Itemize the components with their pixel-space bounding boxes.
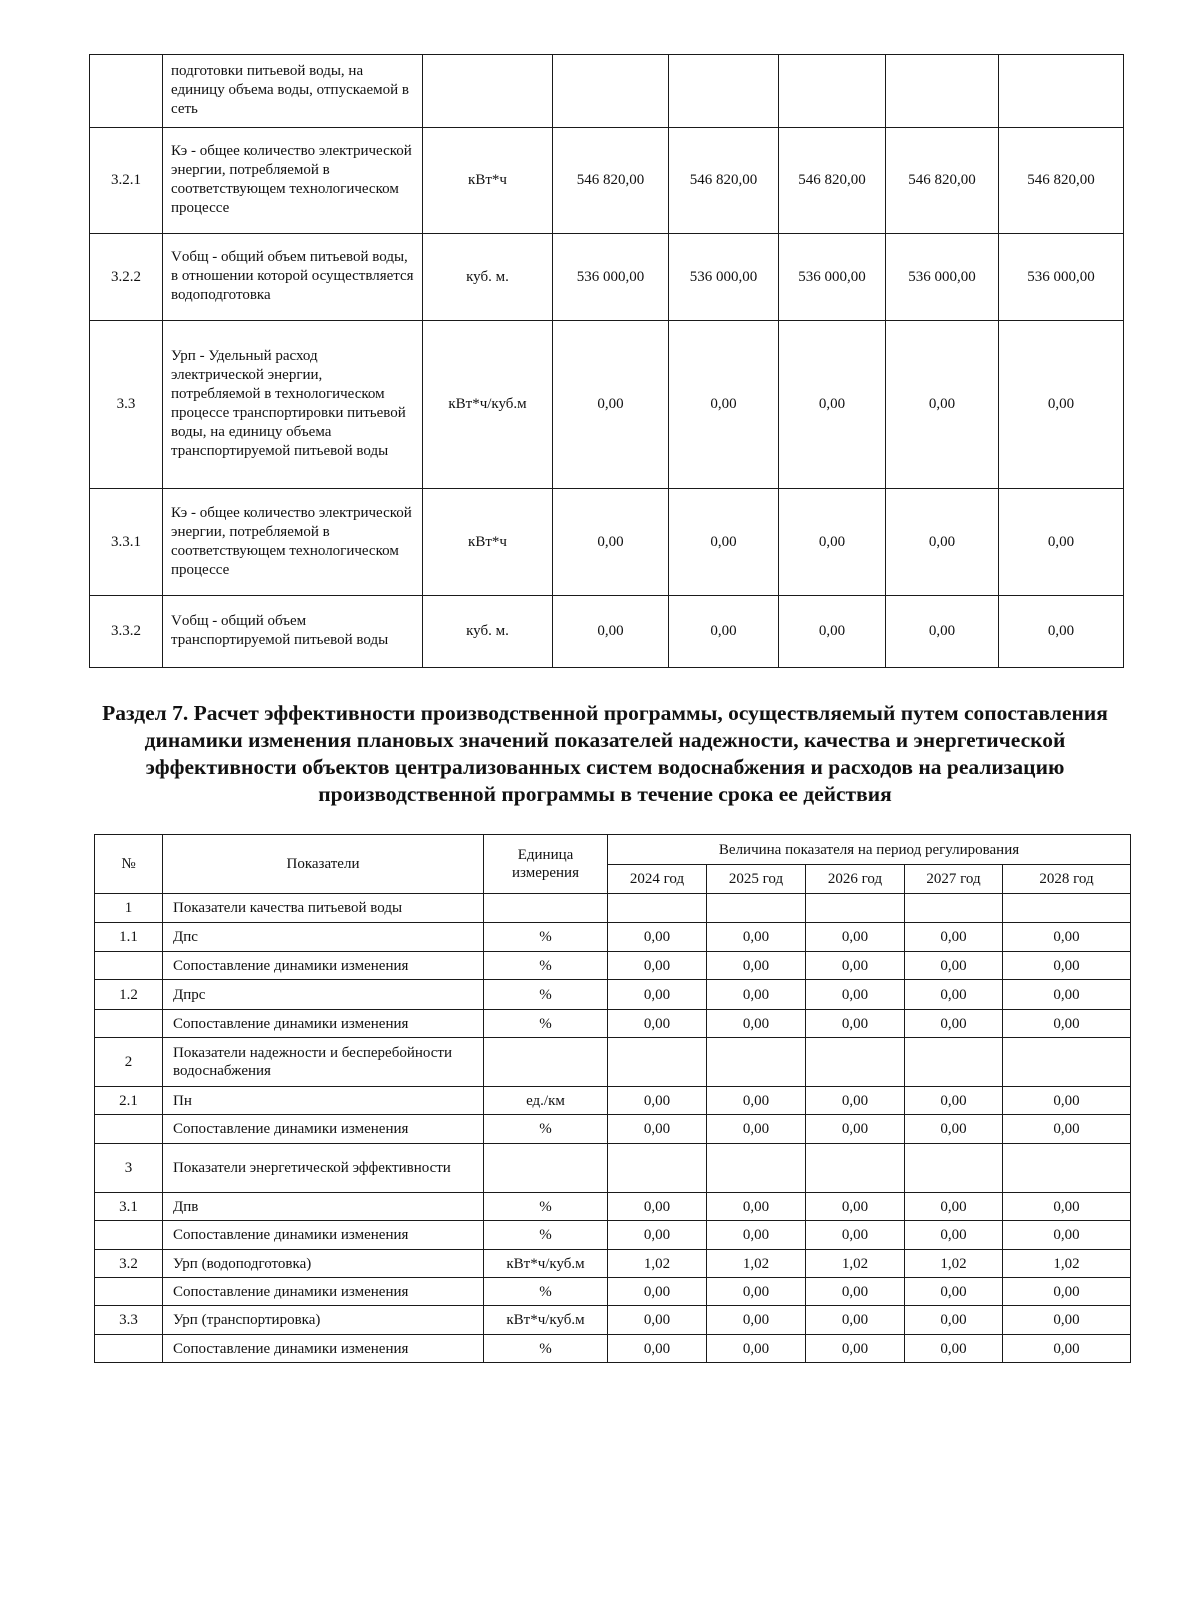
row-value: 0,00 xyxy=(608,1010,707,1038)
row-value: 1,02 xyxy=(1003,1250,1131,1278)
row-value: 0,00 xyxy=(999,596,1124,668)
row-number xyxy=(95,1335,163,1363)
row-unit: кВт*ч/куб.м xyxy=(484,1250,608,1278)
row-value: 0,00 xyxy=(806,1193,905,1221)
row-unit: % xyxy=(484,1335,608,1363)
row-value: 0,00 xyxy=(1003,1010,1131,1038)
header-year: 2028 год xyxy=(1003,865,1131,894)
row-indicator: Пн xyxy=(163,1087,484,1115)
row-number xyxy=(90,55,163,128)
row-unit: % xyxy=(484,1278,608,1306)
row-value xyxy=(707,1144,806,1193)
row-value: 0,00 xyxy=(707,980,806,1010)
row-value: 536 000,00 xyxy=(669,234,779,321)
row-number: 3.2.2 xyxy=(90,234,163,321)
header-row xyxy=(95,835,1131,865)
row-number: 3.2 xyxy=(95,1250,163,1278)
row-value: 0,00 xyxy=(608,1193,707,1221)
row-unit xyxy=(423,55,553,128)
table-row xyxy=(95,1250,1131,1278)
row-value: 0,00 xyxy=(806,980,905,1010)
row-value: 0,00 xyxy=(608,1306,707,1335)
energy-consumption-table xyxy=(89,54,1124,668)
row-value: 0,00 xyxy=(707,923,806,952)
row-value: 1,02 xyxy=(806,1250,905,1278)
row-value: 0,00 xyxy=(806,1115,905,1144)
row-number: 3.1 xyxy=(95,1193,163,1221)
row-number: 3 xyxy=(95,1144,163,1193)
row-number: 3.2.1 xyxy=(90,128,163,234)
row-value: 546 820,00 xyxy=(886,128,999,234)
row-value: 0,00 xyxy=(707,1010,806,1038)
table-row xyxy=(95,1278,1131,1306)
row-value xyxy=(1003,894,1131,923)
row-value xyxy=(905,1144,1003,1193)
row-value: 0,00 xyxy=(905,980,1003,1010)
row-value: 0,00 xyxy=(553,321,669,489)
row-indicator: Показатели надежности и бесперебойности водоснабжения xyxy=(163,1038,484,1087)
row-value: 546 820,00 xyxy=(999,128,1124,234)
row-description: подготовки питьевой воды, на единицу объема воды, отпускаемой в сеть xyxy=(163,55,423,128)
row-value xyxy=(886,55,999,128)
row-value: 0,00 xyxy=(886,596,999,668)
row-number: 3.3.1 xyxy=(90,489,163,596)
header-indicator: Показатели xyxy=(163,835,484,894)
row-value: 0,00 xyxy=(905,1278,1003,1306)
table-row xyxy=(95,1087,1131,1115)
row-unit: % xyxy=(484,1193,608,1221)
row-indicator: Сопоставление динамики изменения xyxy=(163,952,484,980)
row-value: 546 820,00 xyxy=(553,128,669,234)
row-value: 0,00 xyxy=(553,489,669,596)
row-value: 0,00 xyxy=(707,1193,806,1221)
row-value xyxy=(779,55,886,128)
table-row xyxy=(95,1038,1131,1087)
row-indicator: Сопоставление динамики изменения xyxy=(163,1115,484,1144)
row-value xyxy=(806,1038,905,1087)
row-number xyxy=(95,1115,163,1144)
row-value: 0,00 xyxy=(806,952,905,980)
row-unit: % xyxy=(484,1115,608,1144)
table-row xyxy=(90,128,1124,234)
row-unit: % xyxy=(484,980,608,1010)
row-value xyxy=(553,55,669,128)
row-indicator: Урп (водоподготовка) xyxy=(163,1250,484,1278)
row-value: 0,00 xyxy=(806,1087,905,1115)
row-number xyxy=(95,1010,163,1038)
row-unit: куб. м. xyxy=(423,234,553,321)
table-row xyxy=(95,952,1131,980)
row-value: 0,00 xyxy=(707,1115,806,1144)
header-unit: Единица измерения xyxy=(484,835,608,894)
row-description: Vобщ - общий объем питьевой воды, в отношении которой осуществляется водоподготовка xyxy=(163,234,423,321)
row-unit: кВт*ч xyxy=(423,128,553,234)
row-value: 0,00 xyxy=(608,1221,707,1250)
row-value: 0,00 xyxy=(608,952,707,980)
row-value: 0,00 xyxy=(1003,1278,1131,1306)
row-description: Урп - Удельный расход электрической энергии, потребляемой в технологическом процессе транспортировки питьевой воды, на единицу объема транспортируемой питьевой воды xyxy=(163,321,423,489)
row-value: 0,00 xyxy=(999,321,1124,489)
row-indicator: Сопоставление динамики изменения xyxy=(163,1010,484,1038)
table-row xyxy=(90,55,1124,128)
row-description: Vобщ - общий объем транспортируемой питьевой воды xyxy=(163,596,423,668)
section-title: Раздел 7. Расчет эффективности производственной программы, осуществляемый путем сопоставления динамики изменения плановых значений показателей надежности, качества и энергетической эффективности объектов централизованных систем водоснабжения и расходов на реализацию производственной программы в течение срока ее действия xyxy=(102,701,1108,806)
row-value: 0,00 xyxy=(608,1087,707,1115)
row-number: 2.1 xyxy=(95,1087,163,1115)
row-value: 0,00 xyxy=(669,596,779,668)
row-value xyxy=(608,1038,707,1087)
row-unit: кВт*ч/куб.м xyxy=(423,321,553,489)
row-number xyxy=(95,1221,163,1250)
row-value: 0,00 xyxy=(1003,980,1131,1010)
row-value: 0,00 xyxy=(1003,923,1131,952)
row-value: 0,00 xyxy=(608,980,707,1010)
header-year: 2027 год xyxy=(905,865,1003,894)
row-value: 0,00 xyxy=(669,321,779,489)
row-value: 546 820,00 xyxy=(779,128,886,234)
row-value: 1,02 xyxy=(608,1250,707,1278)
table-row xyxy=(95,1306,1131,1335)
row-value: 0,00 xyxy=(905,1335,1003,1363)
row-value: 0,00 xyxy=(779,596,886,668)
row-value: 0,00 xyxy=(608,1335,707,1363)
row-unit xyxy=(484,1144,608,1193)
table-row xyxy=(95,1221,1131,1250)
row-number xyxy=(95,1278,163,1306)
row-number: 2 xyxy=(95,1038,163,1087)
row-indicator: Сопоставление динамики изменения xyxy=(163,1221,484,1250)
row-value: 0,00 xyxy=(1003,1193,1131,1221)
row-value xyxy=(1003,1038,1131,1087)
row-value: 536 000,00 xyxy=(886,234,999,321)
row-value xyxy=(905,1038,1003,1087)
table-row xyxy=(95,1193,1131,1221)
row-value: 536 000,00 xyxy=(553,234,669,321)
header-year: 2025 год xyxy=(707,865,806,894)
row-indicator: Сопоставление динамики изменения xyxy=(163,1278,484,1306)
row-indicator: Сопоставление динамики изменения xyxy=(163,1335,484,1363)
row-number: 3.3 xyxy=(95,1306,163,1335)
table-row xyxy=(95,1335,1131,1363)
row-value: 0,00 xyxy=(608,923,707,952)
header-year: 2024 год xyxy=(608,865,707,894)
row-value: 546 820,00 xyxy=(669,128,779,234)
table-row xyxy=(95,1115,1131,1144)
row-value: 0,00 xyxy=(779,489,886,596)
row-unit: % xyxy=(484,1010,608,1038)
row-unit: ед./км xyxy=(484,1087,608,1115)
row-value: 0,00 xyxy=(905,1193,1003,1221)
row-value: 0,00 xyxy=(608,1115,707,1144)
row-value: 0,00 xyxy=(1003,1115,1131,1144)
row-value: 0,00 xyxy=(905,952,1003,980)
table-row xyxy=(90,321,1124,489)
row-value xyxy=(707,894,806,923)
row-value: 0,00 xyxy=(886,489,999,596)
row-unit: кВт*ч xyxy=(423,489,553,596)
row-value: 0,00 xyxy=(806,923,905,952)
table-row xyxy=(90,596,1124,668)
row-value: 0,00 xyxy=(669,489,779,596)
row-unit: куб. м. xyxy=(423,596,553,668)
row-value: 0,00 xyxy=(999,489,1124,596)
row-number: 1.1 xyxy=(95,923,163,952)
header-num: № xyxy=(95,835,163,894)
row-value xyxy=(608,894,707,923)
row-number xyxy=(95,952,163,980)
efficiency-table-body xyxy=(95,894,1131,1363)
row-value: 0,00 xyxy=(779,321,886,489)
row-description: Кэ - общее количество электрической энергии, потребляемой в соответствующем технологическом процессе xyxy=(163,489,423,596)
row-indicator: Дпс xyxy=(163,923,484,952)
header-period: Величина показателя на период регулирования xyxy=(608,835,1131,865)
row-value: 0,00 xyxy=(905,1306,1003,1335)
row-indicator: Показатели энергетической эффективности xyxy=(163,1144,484,1193)
row-number: 1 xyxy=(95,894,163,923)
row-value: 0,00 xyxy=(806,1335,905,1363)
row-value xyxy=(1003,1144,1131,1193)
row-value: 0,00 xyxy=(905,1010,1003,1038)
row-value: 0,00 xyxy=(608,1278,707,1306)
table-row xyxy=(90,489,1124,596)
table-row xyxy=(95,980,1131,1010)
row-value: 0,00 xyxy=(806,1278,905,1306)
row-value: 536 000,00 xyxy=(999,234,1124,321)
row-unit xyxy=(484,894,608,923)
row-indicator: Дпрс xyxy=(163,980,484,1010)
row-value: 536 000,00 xyxy=(779,234,886,321)
row-value: 0,00 xyxy=(905,1087,1003,1115)
row-value: 0,00 xyxy=(707,1278,806,1306)
row-value: 0,00 xyxy=(1003,952,1131,980)
row-value xyxy=(806,894,905,923)
row-value: 1,02 xyxy=(905,1250,1003,1278)
table-row xyxy=(95,1144,1131,1193)
row-value: 0,00 xyxy=(806,1221,905,1250)
row-value xyxy=(707,1038,806,1087)
row-value: 0,00 xyxy=(905,1221,1003,1250)
row-value xyxy=(999,55,1124,128)
row-value: 0,00 xyxy=(1003,1335,1131,1363)
row-value: 0,00 xyxy=(707,1306,806,1335)
row-value: 0,00 xyxy=(905,923,1003,952)
efficiency-table xyxy=(94,834,1131,1363)
table-row xyxy=(95,1010,1131,1038)
row-unit: % xyxy=(484,1221,608,1250)
row-unit: % xyxy=(484,923,608,952)
row-value xyxy=(669,55,779,128)
row-value: 0,00 xyxy=(1003,1306,1131,1335)
row-value: 0,00 xyxy=(886,321,999,489)
row-number: 3.3 xyxy=(90,321,163,489)
row-value: 1,02 xyxy=(707,1250,806,1278)
row-indicator: Дпв xyxy=(163,1193,484,1221)
row-unit xyxy=(484,1038,608,1087)
table-row xyxy=(90,234,1124,321)
table-row xyxy=(95,894,1131,923)
row-value: 0,00 xyxy=(553,596,669,668)
row-value: 0,00 xyxy=(806,1306,905,1335)
row-value: 0,00 xyxy=(707,952,806,980)
row-value: 0,00 xyxy=(1003,1087,1131,1115)
row-indicator: Урп (транспортировка) xyxy=(163,1306,484,1335)
row-value: 0,00 xyxy=(707,1221,806,1250)
table-row xyxy=(95,923,1131,952)
row-description: Кэ - общее количество электрической энергии, потребляемой в соответствующем технологическом процессе xyxy=(163,128,423,234)
row-value: 0,00 xyxy=(1003,1221,1131,1250)
row-value: 0,00 xyxy=(905,1115,1003,1144)
row-value xyxy=(806,1144,905,1193)
row-value: 0,00 xyxy=(707,1087,806,1115)
row-value: 0,00 xyxy=(806,1010,905,1038)
row-value xyxy=(608,1144,707,1193)
row-number: 3.3.2 xyxy=(90,596,163,668)
row-value: 0,00 xyxy=(707,1335,806,1363)
row-number: 1.2 xyxy=(95,980,163,1010)
row-value xyxy=(905,894,1003,923)
energy-consumption-table-body xyxy=(90,55,1124,668)
row-indicator: Показатели качества питьевой воды xyxy=(163,894,484,923)
row-unit: % xyxy=(484,952,608,980)
header-year: 2026 год xyxy=(806,865,905,894)
row-unit: кВт*ч/куб.м xyxy=(484,1306,608,1335)
